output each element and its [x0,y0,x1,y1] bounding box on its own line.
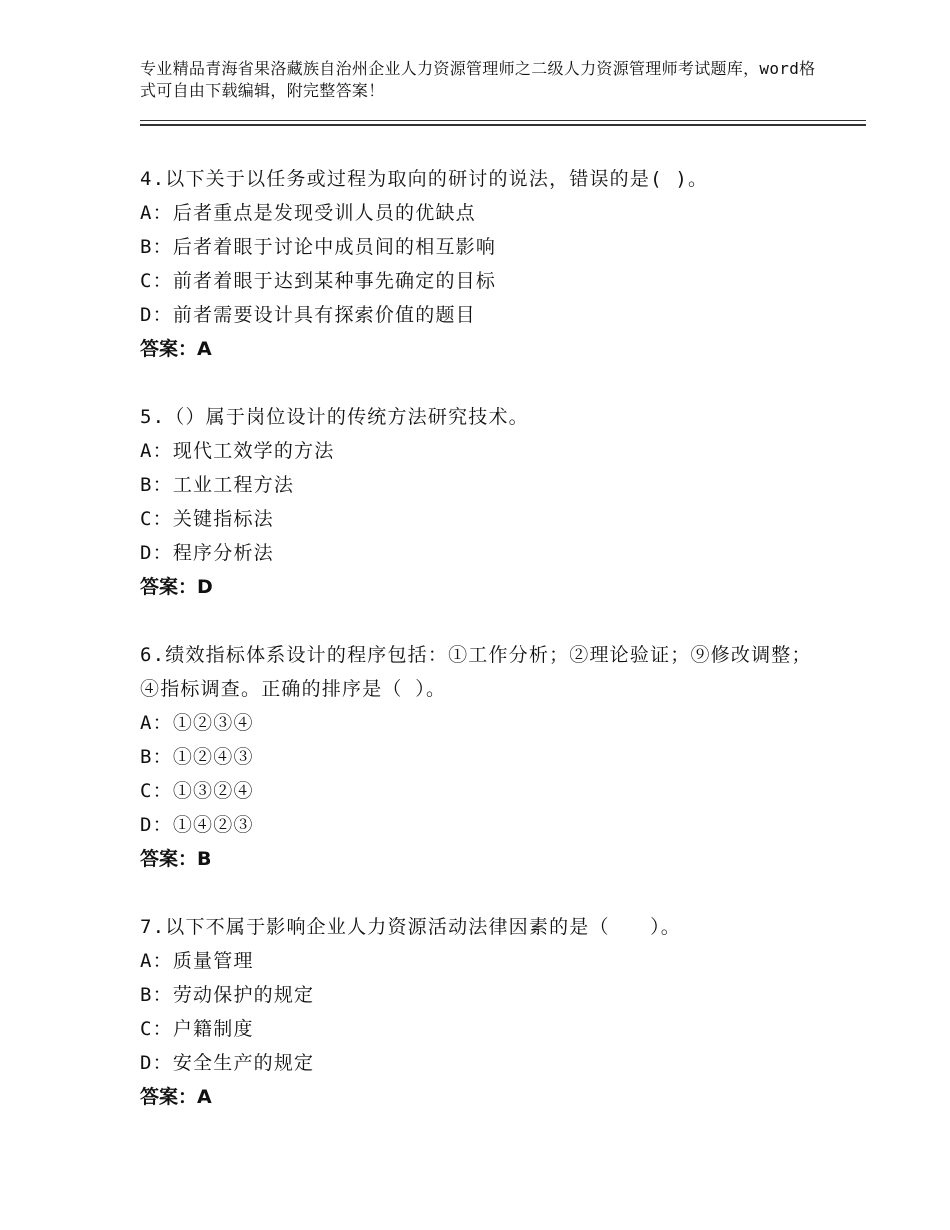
option-c: C：前者着眼于达到某种事先确定的目标 [140,270,497,292]
question-5 [140,400,830,604]
option-d: D：安全生产的规定 [140,1052,315,1074]
option-c: C：户籍制度 [140,1018,254,1040]
answer-label: 答案：A [140,338,212,360]
answer-label: 答案：B [140,848,212,870]
option-d: D：程序分析法 [140,542,274,564]
option-a: A：①②③④ [140,712,254,734]
option-a: A：现代工效学的方法 [140,440,335,462]
header-divider-thick [140,124,866,126]
question-text: 4.以下关于以任务或过程为取向的研讨的说法，错误的是( )。 [140,168,709,190]
answer-label: 答案：D [140,576,213,598]
answer-label: 答案：A [140,1086,212,1108]
option-d: D：前者需要设计具有探索价值的题目 [140,304,476,326]
question-7 [140,910,830,1114]
option-a: A：质量管理 [140,950,254,972]
question-6 [140,638,830,876]
question-list [140,162,830,1148]
document-header: 专业精品青海省果洛藏族自治州企业人力资源管理师之二级人力资源管理师考试题库，word格式可自由下载编辑，附完整答案！ [140,59,816,100]
option-a: A：后者重点是发现受训人员的优缺点 [140,202,476,224]
option-c: C：①③②④ [140,780,254,802]
option-b: B：①②④③ [140,746,254,768]
question-text: 7.以下不属于影响企业人力资源活动法律因素的是（ ）。 [140,916,681,938]
question-text: 6.绩效指标体系设计的程序包括：①工作分析；②理论验证；⑨修改调整；④指标调查。正确的排序是（ ）。 [140,644,812,700]
header-divider-thin [140,120,866,121]
option-b: B：工业工程方法 [140,474,295,496]
option-d: D：①④②③ [140,814,254,836]
question-text: 5.（）属于岗位设计的传统方法研究技术。 [140,406,529,428]
option-b: B：后者着眼于讨论中成员间的相互影响 [140,236,497,258]
option-b: B：劳动保护的规定 [140,984,315,1006]
question-4 [140,162,830,366]
option-c: C：关键指标法 [140,508,274,530]
